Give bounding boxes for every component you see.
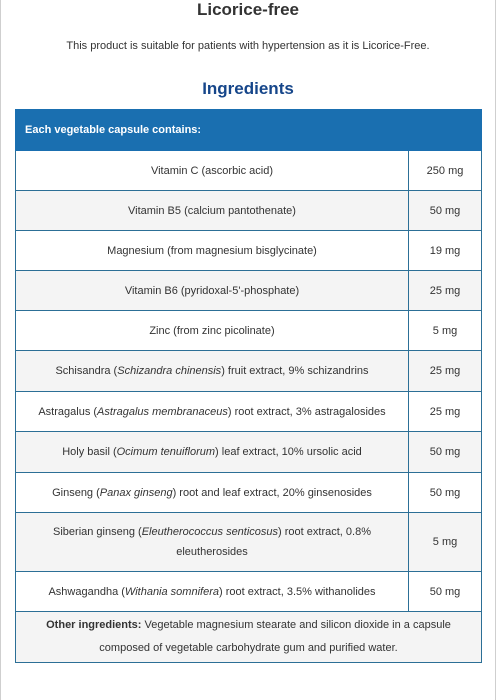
ingredient-amount: 19 mg — [409, 231, 482, 271]
ingredient-amount: 50 mg — [409, 191, 482, 231]
ingredient-name — [16, 191, 409, 231]
ingredient-latin-name: Eleutherococcus senticosus — [141, 526, 279, 538]
table-header: Each vegetable capsule contains: — [16, 110, 482, 151]
table-row — [16, 191, 482, 231]
ingredient-amount: 25 mg — [409, 392, 482, 432]
ingredient-latin-name: Astragalus membranaceus — [97, 405, 228, 418]
table-row — [16, 392, 482, 432]
table-row — [16, 473, 482, 513]
ingredient-name — [16, 311, 409, 351]
ingredient-amount: 50 mg — [409, 432, 482, 473]
ingredient-name-text: Ginseng ( — [52, 486, 100, 499]
ingredient-description: ) root extract, 0.8% eleutherosides — [176, 526, 371, 558]
ingredient-amount: 25 mg — [409, 271, 482, 311]
ingredient-amount: 250 mg — [409, 151, 482, 191]
other-ingredients-text: Vegetable magnesium stearate and silicon dioxide in a capsule composed of vegetable carbohydrate gum and purified water. — [99, 619, 451, 654]
table-row — [16, 271, 482, 311]
ingredient-name-text: Vitamin B6 (pyridoxal-5'-phosphate) — [124, 284, 300, 297]
table-row — [16, 231, 482, 271]
ingredient-description: ) root extract, 3% astragalosides — [227, 405, 386, 418]
table-row — [16, 151, 482, 191]
ingredient-name — [16, 572, 409, 612]
ingredient-description: ) root extract, 3.5% withanolides — [218, 585, 376, 598]
section-title: Licorice-free — [196, 0, 300, 19]
ingredients-table — [15, 109, 482, 663]
ingredient-description: ) fruit extract, 9% schizandrins — [221, 365, 369, 377]
ingredient-description: ) root and leaf extract, 20% ginsenosides — [172, 486, 372, 499]
ingredient-name-text: Magnesium (from magnesium bisglycinate) — [107, 244, 317, 257]
table-row — [16, 432, 482, 473]
ingredient-name — [16, 271, 409, 311]
ingredient-latin-name: Ocimum tenuiflorum — [116, 446, 216, 458]
table-row — [16, 311, 482, 351]
ingredient-name — [16, 513, 409, 572]
ingredient-amount: 50 mg — [409, 572, 482, 612]
ingredient-amount: 25 mg — [409, 351, 482, 392]
ingredient-name-text: Astragalus ( — [38, 405, 98, 418]
ingredient-name — [16, 392, 409, 432]
ingredient-name-text: Vitamin B5 (calcium pantothenate) — [128, 204, 296, 217]
ingredient-name — [16, 151, 409, 191]
table-row — [16, 351, 482, 392]
ingredient-amount: 50 mg — [409, 473, 482, 513]
ingredient-name-text: Ashwagandha ( — [48, 585, 125, 598]
table-row — [16, 513, 482, 572]
section-description: This product is suitable for patients with hypertension as it is Licorice-Free. — [66, 40, 430, 52]
other-ingredients-label: Other ingredients: — [46, 619, 142, 631]
ingredients-title: Ingredients — [202, 79, 294, 98]
ingredient-name-text: Schisandra ( — [55, 365, 118, 377]
other-ingredients — [16, 612, 482, 663]
table-row — [16, 572, 482, 612]
ingredient-latin-name: Schizandra chinensis — [117, 365, 222, 377]
ingredient-name-text: Holy basil ( — [62, 446, 117, 458]
ingredient-name — [16, 432, 409, 473]
ingredient-description: ) leaf extract, 10% ursolic acid — [215, 446, 362, 458]
ingredient-latin-name: Panax ginseng — [99, 486, 173, 499]
ingredient-amount: 5 mg — [409, 513, 482, 572]
ingredient-name-text: Siberian ginseng ( — [53, 526, 142, 538]
ingredient-name-text: Vitamin C (ascorbic acid) — [150, 164, 274, 177]
ingredient-name — [16, 351, 409, 392]
ingredient-latin-name: Withania somnifera — [124, 585, 219, 598]
ingredient-name — [16, 473, 409, 513]
ingredient-name-text: Zinc (from zinc picolinate) — [149, 324, 275, 337]
ingredient-amount: 5 mg — [409, 311, 482, 351]
ingredient-name — [16, 231, 409, 271]
